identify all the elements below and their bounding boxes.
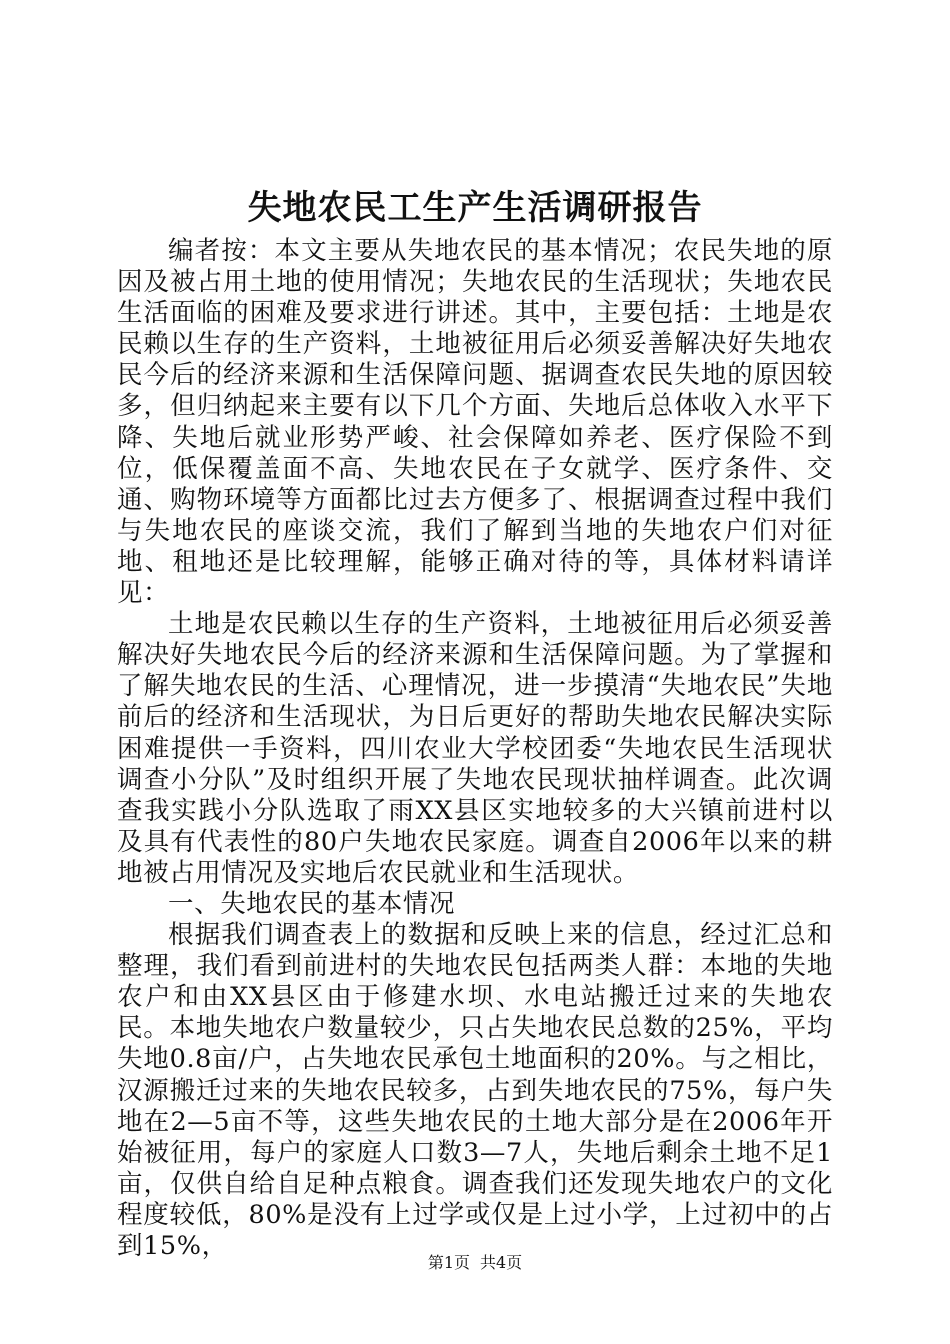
paragraph-editor-note: 编者按：本文主要从失地农民的基本情况；农民失地的原因及被占用土地的使用情况；失地农民的生活现状；失地农民生活面临的困难及要求进行讲述。其中，主要包括：土地是农民赖以生存的生产资料，土地被征用后必须妥善解决好失地农民今后的经济来源和生活保障问题、据调查农民失地的原因较多，但归纳起来主要有以下几个方面、失地后总体收入水平下降、失地后就业形势严峻、社会保障如养老、医疗保险不到位，低保覆盖面不高、失地农民在子女就学、医疗条件、交通、购物环境等方面都比过去方便多了、根据调查过程中我们与失地农民的座谈交流，我们了解到当地的失地农户们对征地、租地还是比较理解，能够正确对待的等，具体材料请详见： (117, 236, 833, 609)
page-total: 共4页 (480, 1253, 523, 1272)
document-title: 失地农民工生产生活调研报告 (247, 188, 703, 228)
paragraph-basic-situation: 根据我们调查表上的数据和反映上来的信息，经过汇总和整理，我们看到前进村的失地农民包括两类人群：本地的失地农户和由XX县区由于修建水坝、水电站搬迁过来的失地农民。本地失地农户数量较少，只占失地农民总数的25%，平均失地0.8亩/户，占失地农民承包土地面积的20%。与之相比，汉源搬迁过来的失地农民较多，占到失地农民的75%，每户失地在2—5亩不等，这些失地农民的土地大部分是在2006年开始被征用，每户的家庭人口数3—7人，失地后剩余土地不足1亩，仅供自给自足种点粮食。调查我们还发现失地农户的文化程度较低，80%是没有上过学或仅是上过小学，上过初中的占到15%， (117, 920, 833, 1261)
page-number: 第1页 (427, 1253, 470, 1272)
section-heading-basic-situation: 一、失地农民的基本情况 (168, 888, 456, 919)
document-body (117, 236, 833, 1262)
paragraph-introduction: 土地是农民赖以生存的生产资料，土地被征用后必须妥善解决好失地农民今后的经济来源和生活保障问题。为了掌握和了解失地农民的生活、心理情况，进一步摸清“失地农民”失地前后的经济和生活现状，为日后更好的帮助失地农民解决实际困难提供一手资料，四川农业大学校团委“失地农民生活现状调查小分队”及时组织开展了失地农民现状抽样调查。此次调查我实践小分队选取了雨XX县区实地较多的大兴镇前进村以及具有代表性的80户失地农民家庭。调查自2006年以来的耕地被占用情况及实地后农民就业和生活现状。 (117, 609, 833, 888)
page-footer (0, 1252, 950, 1274)
